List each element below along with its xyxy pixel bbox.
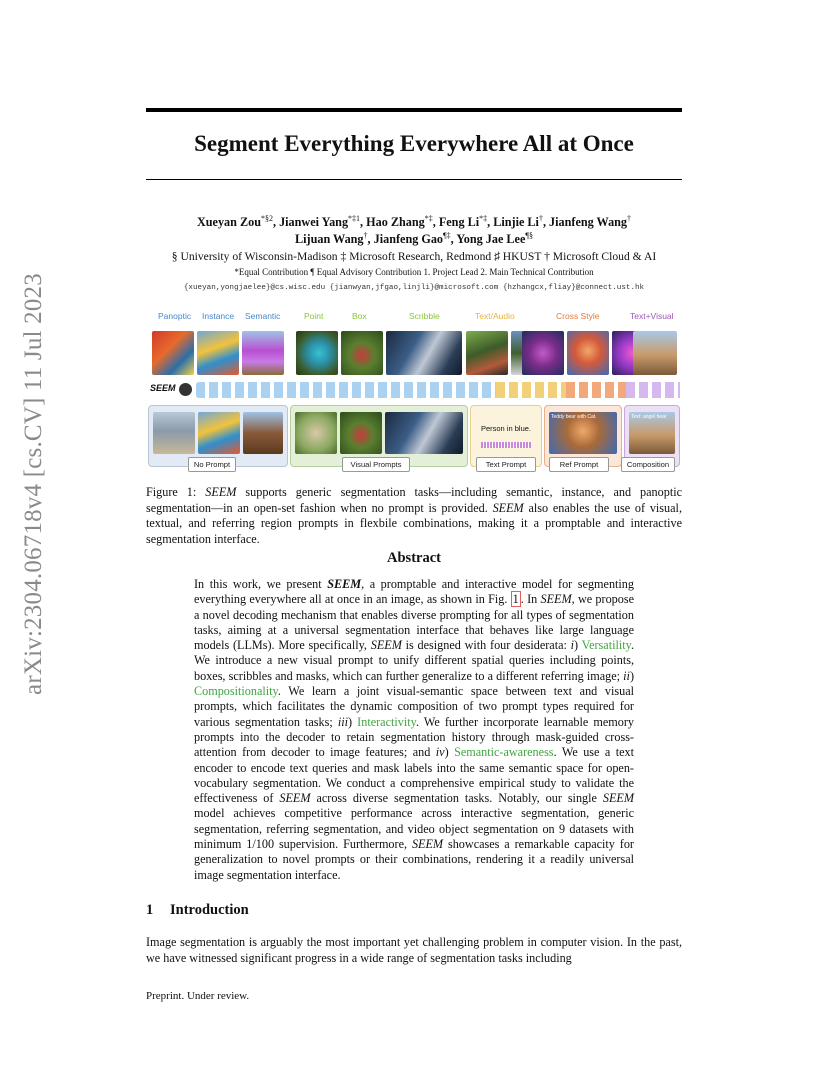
author-emails: {xueyan,yongjaelee}@cs.wisc.edu {jianwyan,jfgao,linjli}@microsoft.com {hzhangcx,fliay}@connect.ust.hk — [183, 284, 645, 292]
text-audio-image-1 — [466, 331, 508, 375]
author-line-2: Lijuan Wang†, Jianfeng Gao¶‡, Yong Jae Lee¶§ — [295, 230, 533, 246]
ref-prompt-text: Teddy bear with Cat. — [551, 414, 597, 420]
scribble-prompt-image — [386, 331, 462, 375]
text-prompt-query: Person in blue. — [480, 424, 532, 433]
author: Jianfeng Gao¶‡ — [373, 230, 451, 246]
arxiv-side-stamp: arXiv:2304.06718v4 [cs.CV] 11 Jul 2023 — [20, 273, 47, 695]
cross-style-image-2 — [567, 331, 609, 375]
contribution-notes: *Equal Contribution ¶ Equal Advisory Contribution 1. Project Lead 2. Main Technical Contribution — [234, 267, 594, 277]
semantic-image — [242, 331, 284, 375]
panoptic-image — [152, 331, 194, 375]
category-label: Scribble — [409, 311, 440, 321]
seem-logo-icon — [179, 383, 192, 396]
seem-stripe-bar — [196, 382, 680, 398]
seem-label: SEEM — [150, 383, 176, 393]
figure-1 — [148, 311, 680, 473]
author: Jianfeng Wang† — [549, 213, 632, 229]
audio-waveform-icon — [481, 442, 531, 448]
figure-reference-link[interactable]: 1 — [512, 592, 519, 607]
text-visual-image — [633, 331, 677, 375]
composition-text: Text: angel bear — [631, 414, 667, 420]
abstract-body: In this work, we present SEEM, a promptable and interactive model for segmenting everything everywhere all at once in an image, as shown in Fig. 1 . In SEEM, we propose a novel decoding mechanism that enables diverse prompting for all types of segmentation tasks, aiming at a universal segmentation interface that behaves like large language models (LLMs). More specifically, SEEM is designed with four desiderata: i) Versatility. We introduce a new visual prompt to unify different spatial queries including points, boxes, scribbles and masks, which can further generalize to a different referring image; ii) Compositionality. We learn a joint visual-semantic space between text and visual prompts, which facilitates the dynamic composition of two prompt types required for various segmentation tasks; iii) Interactivity. We further incorporate learnable memory prompts into the decoder to retain segmentation history through mask-guided cross-attention from decoder to image features; and iv) Semantic-awareness. We use a text encoder to encode text queries and mask labels into the same semantic space for open-vocabulary segmentation. We conduct a comprehensive empirical study to validate the effectiveness of SEEM across diverse segmentation tasks. Notably, our single SEEM model achieves competitive performance across interactive segmentation, generic segmentation, referring segmentation, and video object segmentation on 9 datasets with minimum 1/100 supervision. Furthermore, SEEM showcases a remarkable capacity for generalization to novel prompts or their combinations, rendering it a readily universal image segmentation interface. — [194, 577, 635, 882]
cross-style-image-1 — [522, 331, 564, 375]
category-label: Semantic — [245, 311, 281, 321]
author: Hao Zhang*‡ — [366, 213, 433, 229]
paper-title: Segment Everything Everywhere All at Once — [194, 131, 634, 156]
figure-caption: Figure 1: SEEM supports generic segmentation tasks—including semantic, instance, and panoptic segmentation—in an open-set fashion when no prompt is provided. SEEM also enables the use of visual, textual, and referring region prompts in flexbile combinations, making it a promptable and interactive segmentation interface. — [146, 485, 683, 546]
title-top-rule — [146, 108, 682, 112]
tag-text-prompt: Text Prompt — [476, 457, 536, 472]
author: Linjie Li† — [493, 213, 543, 229]
title-bottom-rule — [146, 179, 682, 180]
section-heading: 1 Introduction — [146, 902, 249, 918]
author: Jianwei Yang$^{*\ddagger 1}$ — [279, 213, 361, 229]
introduction-paragraph: Image segmentation is arguably the most important yet challenging problem in computer vision. In the past, we have witnessed significant progress in a wide range of segmentation tasks including — [146, 935, 682, 965]
seem-model-bar — [148, 380, 680, 400]
category-label: Panoptic — [158, 311, 192, 321]
author: Lijuan Wang† — [295, 230, 368, 246]
category-label: Box — [352, 311, 367, 321]
tag-visual-prompts: Visual Prompts — [342, 457, 410, 472]
instance-image — [197, 331, 239, 375]
author: Feng Li*‡ — [438, 213, 488, 229]
tag-composition: Composition — [621, 457, 675, 472]
abstract-heading: Abstract — [387, 550, 441, 566]
affiliations: § University of Wisconsin-Madison ‡ Microsoft Research, Redmond ♯ HKUST † Microsoft Cloud & AI — [171, 250, 657, 263]
tag-ref-prompt: Ref Prompt — [549, 457, 609, 472]
category-label: Text+Visual — [630, 311, 674, 321]
footer-note: Preprint. Under review. — [146, 990, 250, 1002]
category-label: Instance — [202, 311, 235, 321]
point-prompt-image — [296, 331, 338, 375]
author-line-1: Xueyan Zou$^{*\S 2}$, Jianwei Yang$^{*\ddagger 1}$, Hao Zhang*‡, Feng Li*‡, Linjie Li†, Jianfeng Wang† — [196, 213, 632, 229]
category-label: Cross Style — [556, 311, 600, 321]
author: Yong Jae Lee¶§ — [456, 230, 533, 246]
author: Xueyan Zou$^{*\S 2}$ — [196, 213, 273, 229]
box-prompt-image — [341, 331, 383, 375]
tag-no-prompt: No Prompt — [188, 457, 236, 472]
category-label: Point — [304, 311, 324, 321]
category-label: Text/Audio — [475, 311, 515, 321]
